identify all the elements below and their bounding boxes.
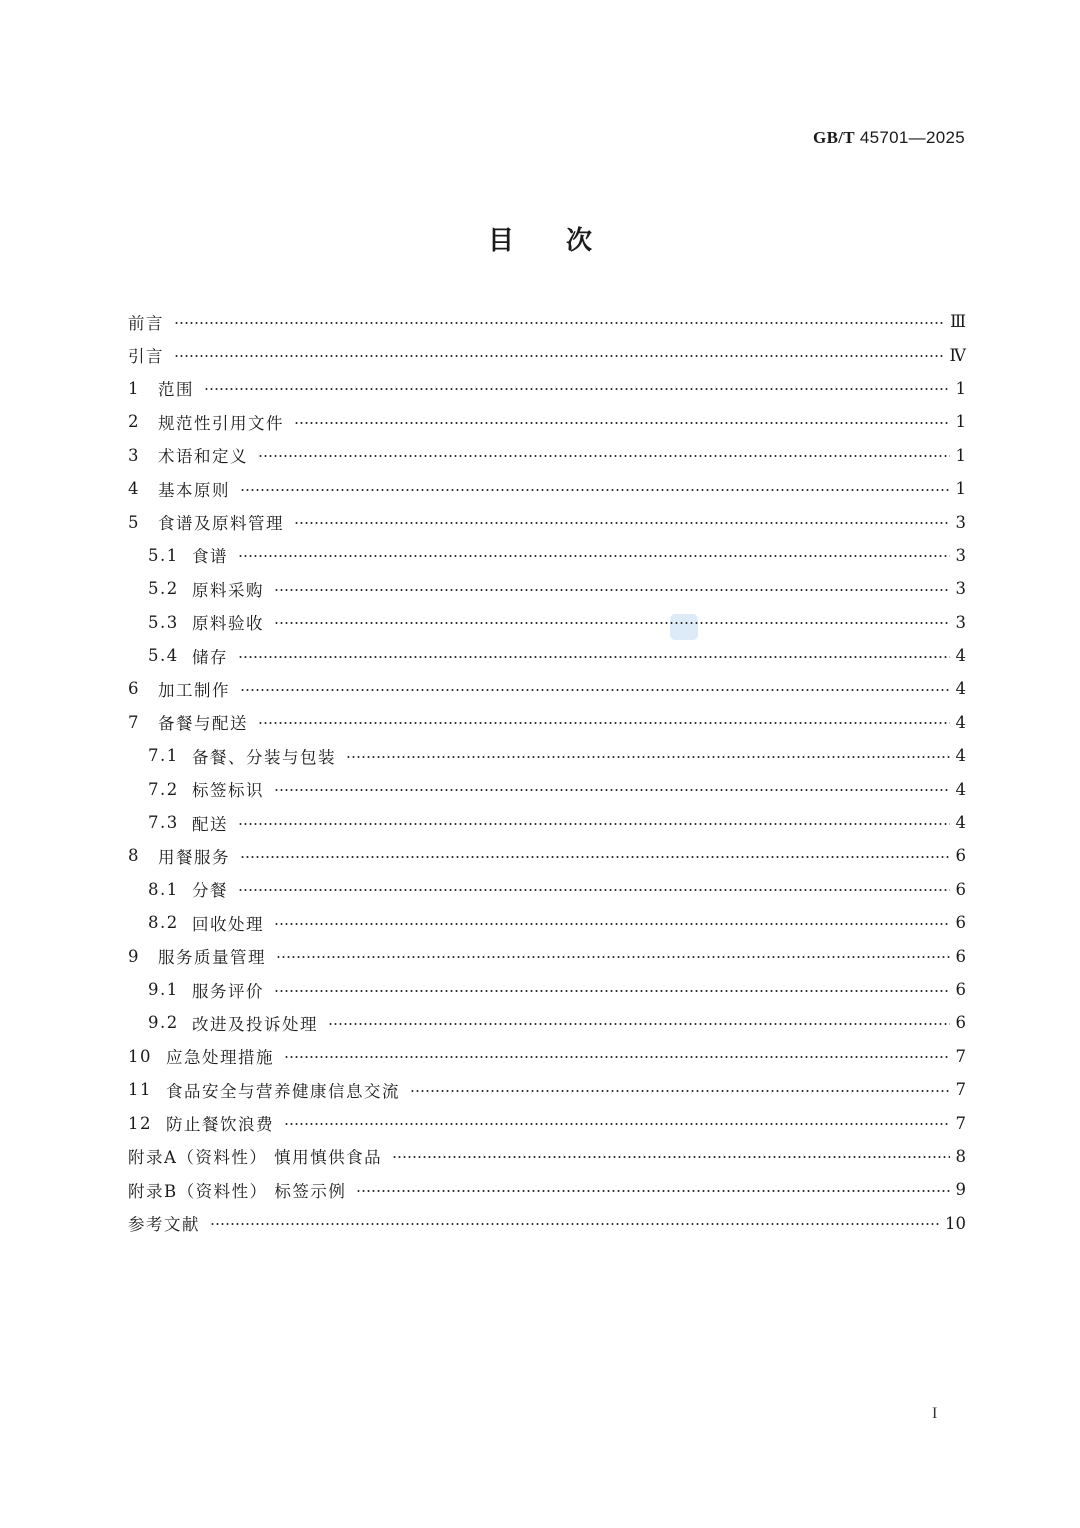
toc-entry-number: 5.3	[148, 612, 179, 632]
toc-entry-page: 3	[955, 612, 966, 632]
dot-leader	[238, 889, 950, 891]
toc-entry[interactable]	[128, 1140, 966, 1173]
toc-entry-title: 食谱及原料管理	[158, 514, 284, 534]
toc-entry-page: 6	[955, 913, 966, 933]
toc-entry-page: 7	[955, 1080, 966, 1100]
toc-entry[interactable]	[128, 839, 966, 872]
toc-entry-title: 基本原则	[158, 480, 230, 500]
toc-entry[interactable]	[128, 806, 966, 839]
toc-entry-page: 4	[955, 646, 966, 666]
dot-leader	[240, 689, 950, 691]
toc-entry-page: 3	[955, 512, 966, 532]
dot-leader	[238, 555, 950, 557]
toc-entry-page: Ⅲ	[950, 312, 966, 332]
toc-entry[interactable]	[128, 372, 966, 405]
toc-entry-title: 备餐与配送	[158, 714, 248, 734]
toc-entry-title: 回收处理	[192, 914, 264, 934]
toc-entry-number: 5.4	[148, 646, 179, 666]
toc-entry-title: 配送	[192, 814, 228, 834]
toc-entry-page: 6	[955, 846, 966, 866]
toc-entry-title: 参考文献	[128, 1215, 200, 1235]
dot-leader	[410, 1090, 950, 1092]
toc-entry-title: 规范性引用文件	[158, 413, 284, 433]
dot-leader	[284, 1056, 950, 1058]
toc-entry-title: 附录A（资料性） 慎用慎供食品	[128, 1148, 383, 1168]
toc-entry[interactable]	[128, 539, 966, 572]
dot-leader	[174, 322, 944, 324]
toc-entry-title: 前言	[128, 313, 164, 333]
toc-entry-title: 原料采购	[192, 580, 264, 600]
toc-entry[interactable]	[128, 706, 966, 739]
toc-entry[interactable]	[128, 1073, 966, 1106]
toc-entry-title: 术语和定义	[158, 447, 248, 467]
toc-entry-title: 附录B（资料性） 标签示例	[128, 1181, 347, 1201]
toc-entry-title: 标签标识	[192, 781, 264, 801]
dot-leader	[274, 589, 950, 591]
toc-entry-page: 4	[955, 813, 966, 833]
toc-title: 目次	[487, 226, 644, 256]
toc-entry-number: 1	[128, 378, 140, 398]
toc-entry-number: 3	[128, 445, 140, 465]
toc-entry-number: 7.3	[148, 813, 179, 833]
dot-leader	[238, 656, 950, 658]
page-number: I	[932, 1405, 938, 1422]
toc-entry[interactable]	[128, 906, 966, 939]
toc-entry[interactable]	[128, 405, 966, 438]
toc-entry-page: 4	[955, 746, 966, 766]
toc-entry[interactable]	[128, 1006, 966, 1039]
toc-entry-number: 9	[128, 946, 140, 966]
toc-entry-title: 范围	[158, 380, 194, 400]
standard-number	[813, 128, 965, 148]
dot-leader	[274, 622, 950, 624]
toc-entry-page: 8	[955, 1146, 966, 1166]
dot-leader	[274, 923, 950, 925]
toc-entry-number: 6	[128, 679, 140, 699]
toc-entry-number: 5	[128, 512, 140, 532]
toc-entry-page: 3	[955, 545, 966, 565]
toc-entry-number: 7	[128, 712, 140, 732]
dot-leader	[346, 756, 950, 758]
toc-entry-page: 9	[955, 1180, 966, 1200]
toc-entry-number: 5.2	[148, 579, 179, 599]
toc-entry-number: 12	[128, 1113, 152, 1133]
dot-leader	[204, 388, 950, 390]
toc-entry-title: 应急处理措施	[166, 1048, 274, 1068]
toc-entry[interactable]	[128, 439, 966, 472]
toc-entry-title: 引言	[128, 347, 164, 367]
toc-entry[interactable]	[128, 973, 966, 1006]
toc-entry-number: 8	[128, 846, 140, 866]
dot-leader	[276, 956, 950, 958]
toc-entry[interactable]	[128, 338, 966, 371]
toc-entry-page: 7	[955, 1113, 966, 1133]
toc-entry-title: 改进及投诉处理	[192, 1014, 318, 1034]
toc-entry-page: Ⅳ	[949, 345, 966, 365]
dot-leader	[174, 355, 944, 357]
toc-entry-title: 原料验收	[192, 614, 264, 634]
toc-entry-page: 6	[955, 1013, 966, 1033]
toc-entry-number: 7.2	[148, 779, 179, 799]
toc-entry[interactable]	[128, 739, 966, 772]
toc-entry-page: 6	[955, 980, 966, 999]
toc-entry-title: 储存	[192, 647, 228, 667]
toc-entry-title: 食品安全与营养健康信息交流	[166, 1081, 400, 1101]
toc-entry-page: 1	[955, 412, 966, 432]
toc-entry[interactable]	[128, 1106, 966, 1139]
toc-entry-number: 10	[128, 1046, 152, 1066]
toc-entry-title: 分餐	[192, 881, 228, 901]
toc-entry-page: 4	[955, 712, 966, 732]
toc-entry-page: 4	[955, 779, 966, 799]
dot-leader	[274, 990, 950, 992]
dot-leader	[240, 489, 950, 491]
toc-entry[interactable]	[128, 1173, 966, 1206]
toc-entry-title: 食谱	[192, 547, 228, 567]
toc-entry[interactable]	[128, 672, 966, 705]
toc-entry-page: 10	[945, 1213, 966, 1233]
toc-entry-number: 11	[128, 1080, 152, 1100]
toc-entry-number: 7.1	[148, 746, 179, 766]
toc-entry[interactable]	[128, 772, 966, 805]
dot-leader	[240, 856, 950, 858]
toc-entry-title: 防止餐饮浪费	[166, 1115, 274, 1135]
toc-entry-page: 4	[955, 679, 966, 699]
toc-entry-title: 备餐、分装与包装	[192, 747, 336, 767]
dot-leader	[258, 455, 950, 457]
toc-entry[interactable]	[128, 1040, 966, 1073]
toc-entry[interactable]	[128, 639, 966, 672]
dot-leader	[328, 1023, 950, 1025]
toc-entry-page: 1	[955, 479, 966, 499]
toc-entry-page: 6	[955, 879, 966, 899]
toc-entry-number: 2	[128, 412, 140, 432]
dot-leader	[294, 422, 950, 424]
toc-entry-page: 6	[955, 946, 966, 966]
dot-leader	[356, 1190, 949, 1192]
toc-entry[interactable]	[128, 572, 966, 605]
toc-entry[interactable]	[128, 472, 966, 505]
dot-leader	[274, 789, 950, 791]
toc-entry-page: 1	[955, 378, 966, 398]
standard-code: 45701—2025	[859, 128, 965, 147]
toc-entry-number: 9.1	[148, 980, 179, 999]
toc-entry-title: 服务质量管理	[158, 948, 266, 968]
toc-entry-title: 服务评价	[192, 981, 264, 1001]
toc-entry-number: 8.1	[148, 879, 179, 899]
toc-entry[interactable]	[128, 873, 966, 906]
toc-entry-number: 8.2	[148, 913, 179, 933]
toc-entry-number: 5.1	[148, 545, 179, 565]
toc-entry-page: 1	[955, 445, 966, 465]
dot-leader	[238, 823, 950, 825]
standard-prefix: GB/T	[813, 128, 855, 147]
dot-leader	[284, 1123, 950, 1125]
dot-leader	[258, 722, 950, 724]
toc-entry[interactable]	[128, 305, 966, 338]
toc-entry-number: 4	[128, 479, 140, 499]
dot-leader	[392, 1156, 949, 1158]
toc-entry[interactable]	[128, 1207, 966, 1240]
toc-entry-page: 7	[955, 1046, 966, 1066]
dot-leader	[294, 522, 950, 524]
dot-leader	[210, 1223, 939, 1225]
toc-entry[interactable]	[128, 606, 966, 639]
toc-entry-number: 9.2	[148, 1013, 179, 1033]
toc-entry[interactable]	[128, 505, 966, 538]
toc-entry[interactable]	[128, 939, 966, 972]
toc-entry-title: 用餐服务	[158, 847, 230, 867]
toc-entry-page: 3	[955, 579, 966, 599]
table-of-contents	[128, 305, 966, 1240]
toc-entry-title: 加工制作	[158, 680, 230, 700]
